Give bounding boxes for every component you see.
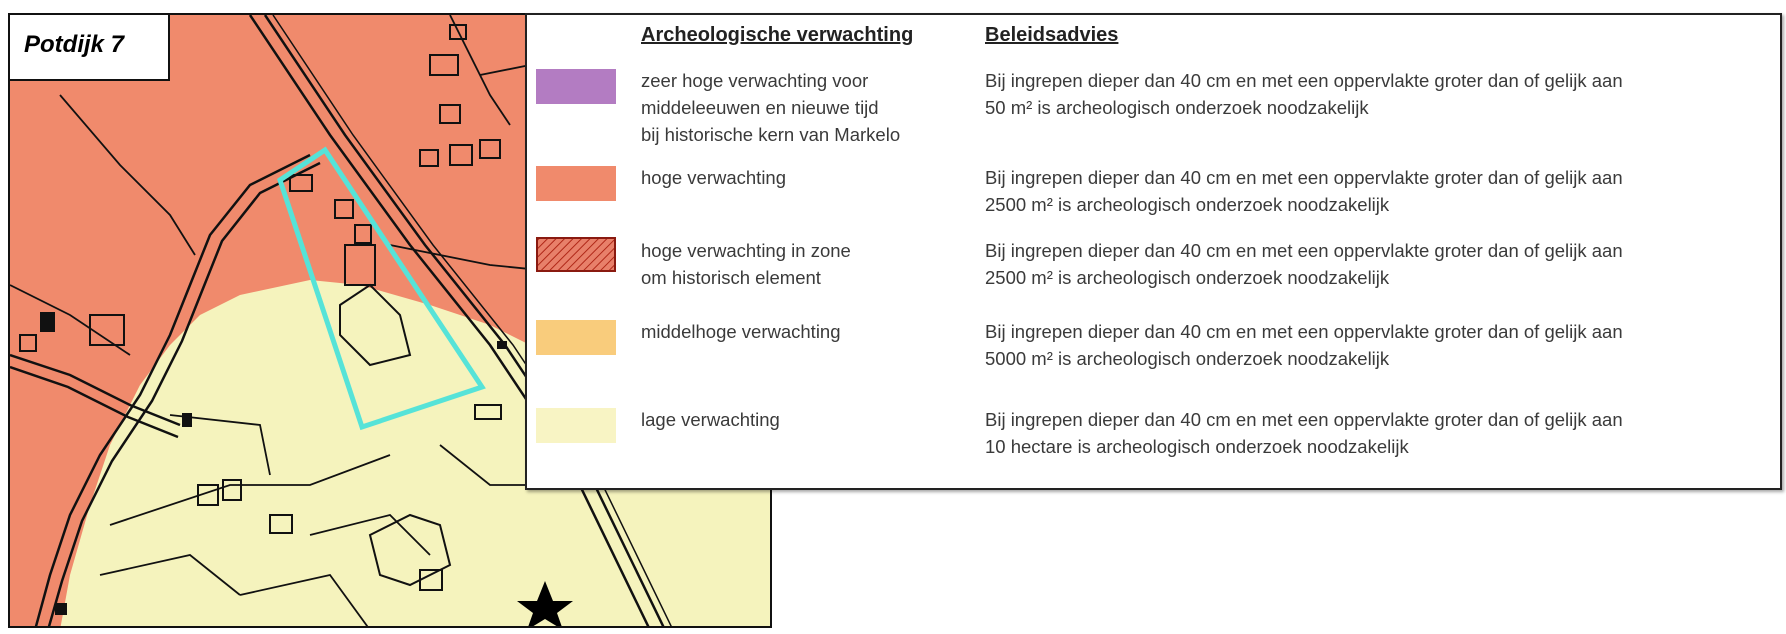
legend-swatch-low [536,408,616,443]
legend-category: hoge verwachting in zone om historisch element [641,240,851,288]
legend-header-advice: Beleidsadvies [985,24,1119,46]
map-title-box [10,15,170,81]
legend-advice: Bij ingrepen dieper dan 40 cm en met een oppervlakte groter dan of gelijk aan 5000 m² is archeologisch onderzoek noodzakelijk [985,321,1623,369]
legend-swatch-very-high [536,69,616,104]
legend-advice: Bij ingrepen dieper dan 40 cm en met een oppervlakte groter dan of gelijk aan 2500 m² is archeologisch onderzoek noodzakelijk [985,167,1623,215]
hatch-pattern-icon [538,239,614,270]
legend-category: middelhoge verwachting [641,321,841,342]
map-title: Potdijk 7 [24,31,125,58]
legend-category: hoge verwachting [641,167,787,188]
legend-category: zeer hoge verwachting voor middeleeuwen en nieuwe tijd bij historische kern van Markelo [641,70,901,145]
legend-swatch-high [536,166,616,201]
legend-advice: Bij ingrepen dieper dan 40 cm en met een oppervlakte groter dan of gelijk aan 50 m² is archeologisch onderzoek noodzakelijk [985,70,1623,118]
legend-advice: Bij ingrepen dieper dan 40 cm en met een oppervlakte groter dan of gelijk aan 2500 m² is archeologisch onderzoek noodzakelijk [985,240,1623,288]
legend-header-category: Archeologische verwachting [641,24,914,46]
legend-swatch-medium-high [536,320,616,355]
legend-panel [525,13,1782,490]
legend-category: lage verwachting [641,409,780,430]
legend-advice: Bij ingrepen dieper dan 40 cm en met een oppervlakte groter dan of gelijk aan 10 hectare is archeologisch onderzoek noodzakelijk [985,409,1623,457]
legend-swatch-hatched [536,237,616,272]
